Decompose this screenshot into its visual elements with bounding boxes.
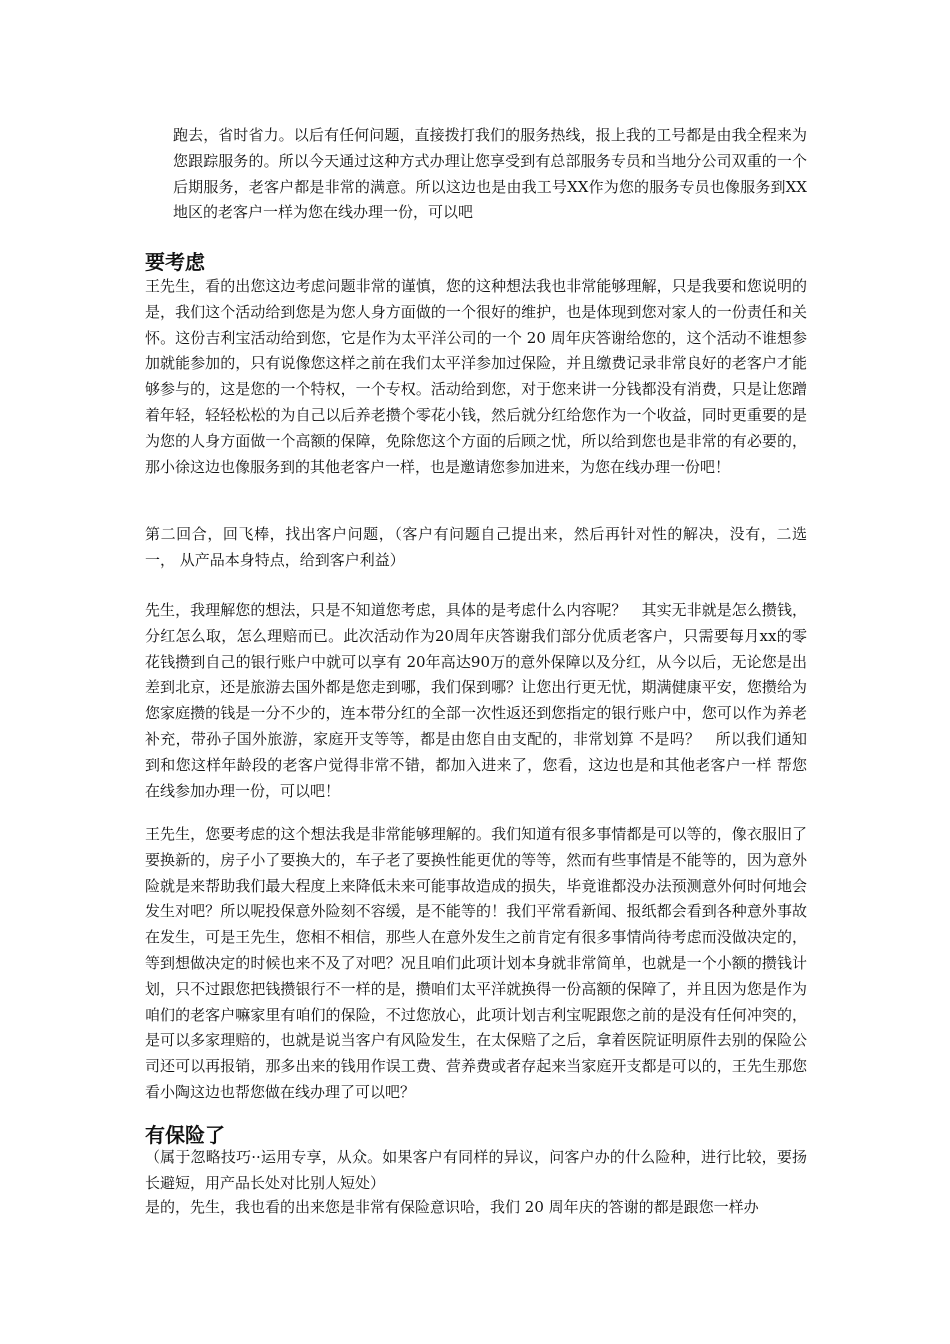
intro-paragraph: 跑去，省时省力。以后有任何问题，直接拨打我们的服务热线，报上我的工号都是由我全程来为您跟踪服务的。所以今天通过这种方式办理让您享受到有总部服务专员和当地分公司双重的一个后期服务，老客户都是非常的满意。所以这边也是由我工号XX作为您的服务专员也像服务到XX地区的老客户一样为您在线办理一份，可以吧 [173,126,807,222]
consider-paragraph-2: 先生，我理解您的想法，只是不知道您考虑，具体的是考虑什么内容呢？ 其实无非就是怎么攒钱，分红怎么取，怎么理赔而已。此次活动作为20周年庆答谢我们部分优质老客户，只需要每月xx的零花钱攒到自己的银行账户中就可以享有 20年高达90万的意外保障以及分红，从今以后，无论您是出差到北京，还是旅游去国外都是您走到哪，我们保到哪？让您出行更无忧，期满健康平安，您攒给为您家庭攒的钱是一分不少的，连本带分红的全部一次性返还到您指定的银行账户中，您可以作为养老补充，带孙子国外旅游，家庭开支等等，都是由您自由支配的，非常划算 不是吗？ 所以我们通知到和您这样年龄段的老客户觉得非常不错，都加入进来了，您看，这边也是和其他老客户一样 帮您在线参加办理一份，可以吧！ [145,601,807,800]
section-heading-consider: 要考虑 [145,250,205,274]
section-heading-insured: 有保险了 [145,1123,225,1147]
consider-paragraph-3: 王先生，您要考虑的这个想法我是非常能够理解的。我们知道有很多事情都是可以等的，像衣服旧了要换新的，房子小了要换大的，车子老了要换性能更优的等等，然而有些事情是不能等的，因为意外险就是来帮助我们最大程度上来降低未来可能事故造成的损失，毕竟谁都没办法预测意外何时何地会发生对吧？所以呢投保意外险刻不容缓，是不能等的！我们平常看新闻、报纸都会看到各种意外事故在发生，可是王先生，您相不相信，那些人在意外发生之前肯定有很多事情尚待考虑而没做决定的，等到想做决定的时候也来不及了对吧？况且咱们此项计划本身就非常简单，也就是一个小额的攒钱计划，只不过跟您把钱攒银行不一样的是，攒咱们太平洋就换得一份高额的保障了，并且因为您是作为咱们的老客户嘛家里有咱们的保险，不过您放心，此项计划吉利宝呢跟您之前的是没有任何冲突的，是可以多家理赔的，也就是说当客户有风险发生，在太保赔了之后，拿着医院证明原件去别的保险公司还可以再报销，那多出来的钱用作误工费、营养费或者存起来当家庭开支都是可以的，王先生那您看小陶这边也帮您做在线办理了可以吧？ [145,825,807,1101]
round-two-paragraph: 第二回合，回飞棒，找出客户问题，（客户有问题自己提出来，然后再针对性的解决，没有，二选一， 从产品本身特点，给到客户利益） [145,525,807,569]
insured-paragraph-1: 是的，先生，我也看的出来您是非常有保险意识哈，我们 20 周年庆的答谢的都是跟您一样办 [145,1198,759,1216]
consider-paragraph-1: 王先生，看的出您这边考虑问题非常的谨慎，您的这种想法我也非常能够理解，只是我要和您说明的是，我们这个活动给到您是为您人身方面做的一个很好的维护，也是体现到您对家人的一份责任和关怀。这份吉利宝活动给到您，它是作为太平洋公司的一个 20 周年庆答谢给您的，这个活动不谁想参加就能参加的，只有说像您这样之前在我们太平洋参加过保险，并且缴费记录非常良好的老客户才能够参与的，这是您的一个特权，一个专权。活动给到您，对于您来讲一分钱都没有消费，只是让您蹭着年轻，轻轻松松的为自己以后养老攒个零花小钱，然后就分红给您作为一个收益，同时更重要的是为您的人身方面做一个高额的保障，免除您这个方面的后顾之忧，所以给到您也是非常的有必要的，那小徐这边也像服务到的其他老客户一样，也是邀请您参加进来，为您在线办理一份吧！ [145,277,807,476]
insured-note-paragraph: （属于忽略技巧··运用专享，从众。如果客户有同样的异议，问客户办的什么险种，进行比较，要扬长避短，用产品长处对比别人短处） [145,1148,807,1192]
